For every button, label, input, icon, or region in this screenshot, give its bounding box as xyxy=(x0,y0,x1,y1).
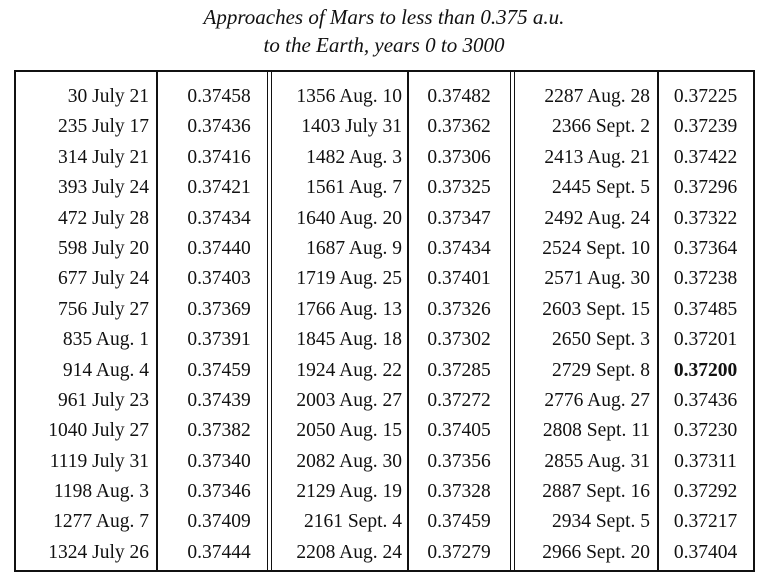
distance-au-cell: 0.37306 xyxy=(427,146,491,168)
distance-au-cell: 0.37485 xyxy=(673,298,738,320)
approach-date-cell: 393 July 24 xyxy=(57,177,149,199)
distance-au-cell: 0.37416 xyxy=(187,146,251,168)
distance-au-cell: 0.37225 xyxy=(673,86,738,107)
table-title-line-2: to the Earth, years 0 to 3000 xyxy=(263,33,505,57)
approach-date-cell: 2082 Aug. 30 xyxy=(296,450,402,472)
approach-date-cell: 1687 Aug. 9 xyxy=(306,237,402,259)
approach-date-cell: 2050 Aug. 15 xyxy=(296,420,402,442)
approach-date-cell: 2287 Aug. 28 xyxy=(544,86,650,107)
table-row xyxy=(16,447,753,477)
distance-au-cell: 0.37279 xyxy=(427,541,491,563)
distance-au-cell: 0.37369 xyxy=(187,298,251,320)
distance-au-cell: 0.37325 xyxy=(427,177,491,199)
approach-date-cell: 961 July 23 xyxy=(57,389,149,411)
approach-date-cell: 314 July 21 xyxy=(57,146,149,168)
distance-au-cell: 0.37356 xyxy=(427,450,491,472)
approach-date-cell: 2161 Sept. 4 xyxy=(303,511,402,533)
approach-date-cell: 1845 Aug. 18 xyxy=(296,329,402,351)
table-row xyxy=(16,507,753,537)
distance-au-cell: 0.37346 xyxy=(187,481,251,503)
approach-date-cell: 472 July 28 xyxy=(57,207,149,229)
distance-au-cell: 0.37217 xyxy=(673,511,738,533)
distance-au-cell: 0.37434 xyxy=(187,207,251,229)
distance-au-cell: 0.37382 xyxy=(187,420,251,442)
distance-au-cell: 0.37328 xyxy=(427,481,491,503)
distance-au-cell: 0.37459 xyxy=(427,511,491,533)
distance-au-cell: 0.37444 xyxy=(187,541,251,563)
approach-date-cell: 598 July 20 xyxy=(57,237,149,259)
distance-au-cell: 0.37482 xyxy=(427,86,491,107)
distance-au-cell: 0.37440 xyxy=(187,237,251,259)
approach-date-cell: 2855 Aug. 31 xyxy=(544,450,650,472)
approach-date-cell: 835 Aug. 1 xyxy=(62,329,149,351)
approach-date-cell: 2776 Aug. 27 xyxy=(544,389,650,411)
table-title-line-1: Approaches of Mars to less than 0.375 a.u. xyxy=(203,5,565,29)
approach-date-cell: 914 Aug. 4 xyxy=(62,359,149,381)
approach-date-cell: 2887 Sept. 16 xyxy=(542,481,650,503)
table-row xyxy=(16,356,753,386)
approach-date-cell: 2524 Sept. 10 xyxy=(542,237,650,259)
distance-au-cell: 0.37200 xyxy=(673,359,738,381)
approach-date-cell: 677 July 24 xyxy=(57,268,149,290)
approach-date-cell: 2208 Aug. 24 xyxy=(296,541,402,563)
approach-date-cell: 2413 Aug. 21 xyxy=(544,146,650,168)
table-row xyxy=(16,386,753,416)
approach-date-cell: 2808 Sept. 11 xyxy=(542,420,650,442)
table-row xyxy=(16,112,753,142)
distance-au-cell: 0.37458 xyxy=(187,86,251,107)
distance-au-cell: 0.37459 xyxy=(187,359,251,381)
approach-date-cell: 235 July 17 xyxy=(57,116,149,138)
distance-au-cell: 0.37285 xyxy=(427,359,491,381)
approach-date-cell: 1040 July 27 xyxy=(48,420,149,442)
distance-au-cell: 0.37201 xyxy=(673,329,738,351)
table-row xyxy=(16,416,753,446)
distance-au-cell: 0.37436 xyxy=(187,116,251,138)
table-row xyxy=(16,538,753,568)
approach-date-cell: 2571 Aug. 30 xyxy=(544,268,650,290)
distance-au-cell: 0.37302 xyxy=(427,329,491,351)
table-row xyxy=(16,234,753,264)
distance-au-cell: 0.37296 xyxy=(673,177,738,199)
table-row xyxy=(16,264,753,294)
approach-date-cell: 2603 Sept. 15 xyxy=(542,298,650,320)
distance-au-cell: 0.37405 xyxy=(427,420,491,442)
approach-date-cell: 1277 Aug. 7 xyxy=(53,511,149,533)
distance-au-cell: 0.37434 xyxy=(427,237,491,259)
distance-au-cell: 0.37230 xyxy=(673,420,738,442)
distance-au-cell: 0.37362 xyxy=(427,116,491,138)
distance-au-cell: 0.37439 xyxy=(187,389,251,411)
approach-date-cell: 1924 Aug. 22 xyxy=(296,359,402,381)
distance-au-cell: 0.37347 xyxy=(427,207,491,229)
approach-date-cell: 1561 Aug. 7 xyxy=(306,177,402,199)
table-row xyxy=(16,173,753,203)
approach-date-cell: 2003 Aug. 27 xyxy=(296,389,402,411)
approach-date-cell: 1356 Aug. 10 xyxy=(296,86,402,107)
distance-au-cell: 0.37238 xyxy=(673,268,738,290)
approach-date-cell: 1719 Aug. 25 xyxy=(296,268,402,290)
distance-au-cell: 0.37311 xyxy=(674,450,737,472)
approach-date-cell: 2650 Sept. 3 xyxy=(551,329,650,351)
approach-date-cell: 30 July 21 xyxy=(67,86,149,107)
distance-au-cell: 0.37340 xyxy=(187,450,251,472)
distance-au-cell: 0.37421 xyxy=(187,177,251,199)
approach-date-cell: 756 July 27 xyxy=(57,298,149,320)
approach-date-cell: 2366 Sept. 2 xyxy=(551,116,650,138)
distance-au-cell: 0.37239 xyxy=(673,116,738,138)
distance-au-cell: 0.37401 xyxy=(427,268,491,290)
approach-date-cell: 1324 July 26 xyxy=(48,541,149,563)
approach-date-cell: 1482 Aug. 3 xyxy=(306,146,402,168)
table-row xyxy=(16,477,753,507)
approach-date-cell: 1403 July 31 xyxy=(301,116,402,138)
distance-au-cell: 0.37292 xyxy=(673,481,738,503)
table-row xyxy=(16,143,753,173)
distance-au-cell: 0.37364 xyxy=(673,237,738,259)
approach-date-cell: 2966 Sept. 20 xyxy=(542,541,650,563)
table-body xyxy=(16,82,753,568)
mars-approaches-table xyxy=(14,70,755,572)
approach-date-cell: 2129 Aug. 19 xyxy=(296,481,402,503)
distance-au-cell: 0.37272 xyxy=(427,389,491,411)
approach-date-cell: 2492 Aug. 24 xyxy=(544,207,650,229)
approach-date-cell: 2445 Sept. 5 xyxy=(551,177,650,199)
approach-date-cell: 2729 Sept. 8 xyxy=(551,359,650,381)
table-row xyxy=(16,204,753,234)
approach-date-cell: 1119 July 31 xyxy=(49,450,149,472)
distance-au-cell: 0.37403 xyxy=(187,268,251,290)
distance-au-cell: 0.37422 xyxy=(673,146,738,168)
distance-au-cell: 0.37436 xyxy=(673,389,738,411)
approach-date-cell: 1640 Aug. 20 xyxy=(296,207,402,229)
distance-au-cell: 0.37404 xyxy=(673,541,738,563)
table-row xyxy=(16,325,753,355)
distance-au-cell: 0.37391 xyxy=(187,329,251,351)
approach-date-cell: 2934 Sept. 5 xyxy=(551,511,650,533)
distance-au-cell: 0.37409 xyxy=(187,511,251,533)
approach-date-cell: 1766 Aug. 13 xyxy=(296,298,402,320)
approach-date-cell: 1198 Aug. 3 xyxy=(53,481,149,503)
table-row xyxy=(16,295,753,325)
table-row xyxy=(16,82,753,112)
distance-au-cell: 0.37322 xyxy=(673,207,738,229)
distance-au-cell: 0.37326 xyxy=(427,298,491,320)
